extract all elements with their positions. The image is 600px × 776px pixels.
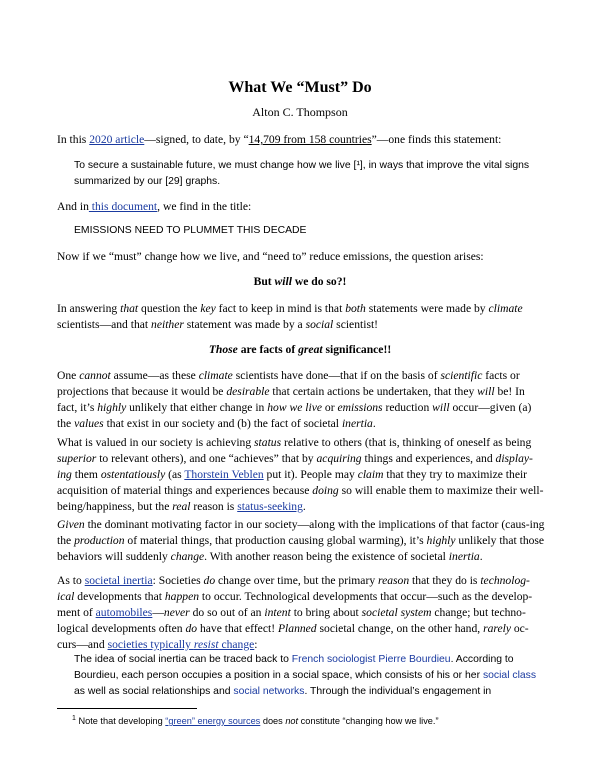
text: of material things, that production causing global warming), it’s	[124, 534, 427, 547]
text: Given	[57, 518, 85, 531]
text: reduction	[382, 401, 433, 414]
text: The idea of social inertia can be traced back to	[74, 654, 292, 665]
text: change over time, but the primary	[215, 574, 379, 587]
text: that certain actions be undertaken, that they	[269, 385, 478, 398]
text: acquiring	[316, 452, 362, 465]
text: not	[285, 716, 299, 727]
text: we do so?!	[291, 275, 347, 288]
text: And in	[57, 200, 89, 213]
text: statements were made by	[365, 302, 489, 315]
link-societies-resist-change[interactable]	[107, 638, 258, 651]
footnote-ref[interactable]: ¹	[356, 160, 360, 171]
text: how we live	[267, 401, 322, 414]
text: display-ing	[57, 452, 533, 481]
text: production	[74, 534, 125, 547]
text: does	[260, 716, 286, 727]
text: do so out of an	[189, 606, 265, 619]
text: that they do is	[409, 574, 481, 587]
link-green-energy-sources[interactable]: “green” energy sources	[165, 716, 261, 727]
text: values	[74, 417, 104, 430]
link-pierre-bourdieu[interactable]: French sociologist Pierre Bourdieu	[291, 654, 451, 665]
text: to occur. Technological developments that occur—such as the develop-ment of	[57, 590, 533, 619]
text: both	[345, 302, 366, 315]
document-title: What We “Must” Do	[228, 79, 372, 96]
text: rarely	[483, 622, 511, 635]
heading-but-will-we	[0, 274, 600, 290]
text: As to	[57, 574, 85, 587]
paragraph-8	[57, 573, 547, 653]
text: scientist!	[333, 318, 379, 331]
text: resist	[193, 638, 219, 651]
text: , we find in the title:	[157, 200, 252, 213]
document-author: Alton C. Thompson	[252, 105, 348, 119]
text: oc-curs—and	[57, 622, 529, 651]
text: inertia	[341, 417, 373, 430]
text: :	[254, 638, 258, 651]
text: scientists have done—that if on the basis of	[232, 369, 441, 382]
text: technolog-ical	[57, 574, 530, 603]
paragraph-6	[57, 435, 547, 515]
text: intent	[264, 606, 291, 619]
text: developments that	[74, 590, 165, 603]
text: climate	[198, 369, 233, 382]
text: inertia	[448, 550, 480, 563]
text: question the	[138, 302, 201, 315]
text: scientific	[440, 369, 483, 382]
text: ], in ways that improve the vital signs summarized by our [29] graphs.	[74, 160, 530, 187]
text: put it). People may	[263, 468, 358, 481]
text: Those	[208, 343, 238, 356]
text: that they try to maximize their acquisition of material things and experiences because	[57, 468, 528, 497]
text: .	[302, 500, 306, 513]
text: unlikely that those behaviors will suddenly	[57, 534, 545, 563]
text: In answering	[57, 302, 121, 315]
text: will	[432, 401, 450, 414]
text: status	[254, 436, 282, 449]
text: desirable	[226, 385, 270, 398]
text: unlikely that either change in	[126, 401, 268, 414]
text: the dominant motivating factor in our society—along with the implications of that factor (caus-ing the	[57, 518, 545, 547]
link-automobiles[interactable]: automobiles	[95, 606, 153, 619]
text: scientists—and that	[57, 318, 152, 331]
text: (as	[165, 468, 185, 481]
paragraph-1	[57, 132, 547, 148]
text: as well as social relationships and	[74, 686, 234, 697]
text: .	[372, 417, 376, 430]
text: change	[218, 638, 255, 651]
paragraph-4	[57, 301, 547, 333]
text: occur—given (a) the	[57, 401, 532, 430]
paragraph-3: Now if we “must” change how we live, and “need to” reduce emissions, the question arises:	[57, 250, 484, 263]
text: will	[477, 385, 495, 398]
block-quote-2: EMISSIONS NEED TO PLUMMET THIS DECADE	[74, 225, 307, 236]
text: emissions	[337, 401, 383, 414]
text: assume—as these	[110, 369, 199, 382]
block-quote-3	[74, 652, 544, 700]
text: societal change, on the other hand,	[316, 622, 484, 635]
block-quote-1	[74, 158, 544, 190]
footnote-divider	[57, 708, 197, 709]
heading-facts	[0, 342, 600, 358]
text: do	[203, 574, 216, 587]
paragraph-5	[57, 368, 547, 432]
text: significance!!	[322, 343, 392, 356]
paragraph-7	[57, 517, 547, 565]
text: reason is	[190, 500, 238, 513]
text: to relevant others), and one “achieves” that by	[96, 452, 317, 465]
text: —	[152, 606, 164, 619]
link-thorstein-veblen[interactable]: Thorstein Veblen	[184, 468, 264, 481]
text: One	[57, 369, 80, 382]
text: societal system	[361, 606, 432, 619]
text: change; but techno-logical developments often	[57, 606, 526, 635]
footnote-number: 1	[72, 715, 76, 722]
text: never	[163, 606, 190, 619]
link-social-class[interactable]: social class	[482, 670, 537, 681]
link-this-document[interactable]: this document	[88, 200, 158, 213]
text: constitute “changing how we live.”	[298, 716, 439, 727]
text: ”—one finds this statement:	[371, 133, 502, 146]
text: cannot	[79, 369, 111, 382]
text: key	[200, 302, 216, 315]
text: . With another reason being the existence of societal	[204, 550, 449, 563]
text: relative to others (that is, thinking of oneself as being	[281, 436, 532, 449]
text: : Societies	[152, 574, 204, 587]
text: great	[298, 343, 323, 356]
text: be! In fact, it’s	[57, 385, 525, 414]
link-2020-article[interactable]: 2020 article	[89, 133, 145, 146]
link-status-seeking[interactable]: status-seeking	[237, 500, 303, 513]
text: claim	[357, 468, 384, 481]
text: climate	[488, 302, 523, 315]
text: so will enable them to maximize their well-being/happiness, but the	[57, 484, 544, 513]
text: change	[170, 550, 205, 563]
text: Note that developing	[75, 716, 166, 727]
text: that exist in our society and (b) the fact of societal	[103, 417, 342, 430]
text: reason	[378, 574, 410, 587]
link-societal-inertia[interactable]: societal inertia	[84, 574, 153, 587]
text: things and experiences, and	[361, 452, 496, 465]
text: or	[322, 401, 338, 414]
text: . Through the individual’s engagement in	[304, 686, 492, 697]
text: —signed, to date, by “	[144, 133, 249, 146]
text: superior	[57, 452, 97, 465]
text: But	[253, 275, 275, 288]
footnote-1	[72, 712, 562, 728]
text: ostentatiously	[100, 468, 166, 481]
link-signatories[interactable]: 14,709 from 158 countries	[248, 133, 372, 146]
text: facts or projections that because it would be	[57, 369, 520, 398]
text: them	[71, 468, 101, 481]
text: .	[479, 550, 483, 563]
text: will	[274, 275, 292, 288]
link-social-networks[interactable]: social networks	[233, 686, 305, 697]
text: In this	[57, 133, 90, 146]
text: To secure a sustainable future, we must change how we live [	[74, 160, 357, 171]
text: have that effect!	[197, 622, 278, 635]
text: that	[120, 302, 139, 315]
text: . According to Bourdieu, each person occupies a position in a social space, which consists of his or her	[74, 654, 514, 681]
text: What is valued in our society is achieving	[57, 436, 255, 449]
text: are facts of	[237, 343, 299, 356]
text: happen	[164, 590, 200, 603]
text: neither	[151, 318, 184, 331]
text: do	[185, 622, 198, 635]
text: societies typically	[107, 638, 194, 651]
text: Planned	[277, 622, 317, 635]
text: statement was made by a	[183, 318, 306, 331]
text: social	[305, 318, 334, 331]
text: highly	[426, 534, 456, 547]
text: highly	[97, 401, 127, 414]
text: doing	[312, 484, 339, 497]
text: fact to keep in mind is that	[215, 302, 346, 315]
paragraph-2	[57, 199, 547, 215]
text: to bring about	[290, 606, 362, 619]
text: real	[172, 500, 191, 513]
